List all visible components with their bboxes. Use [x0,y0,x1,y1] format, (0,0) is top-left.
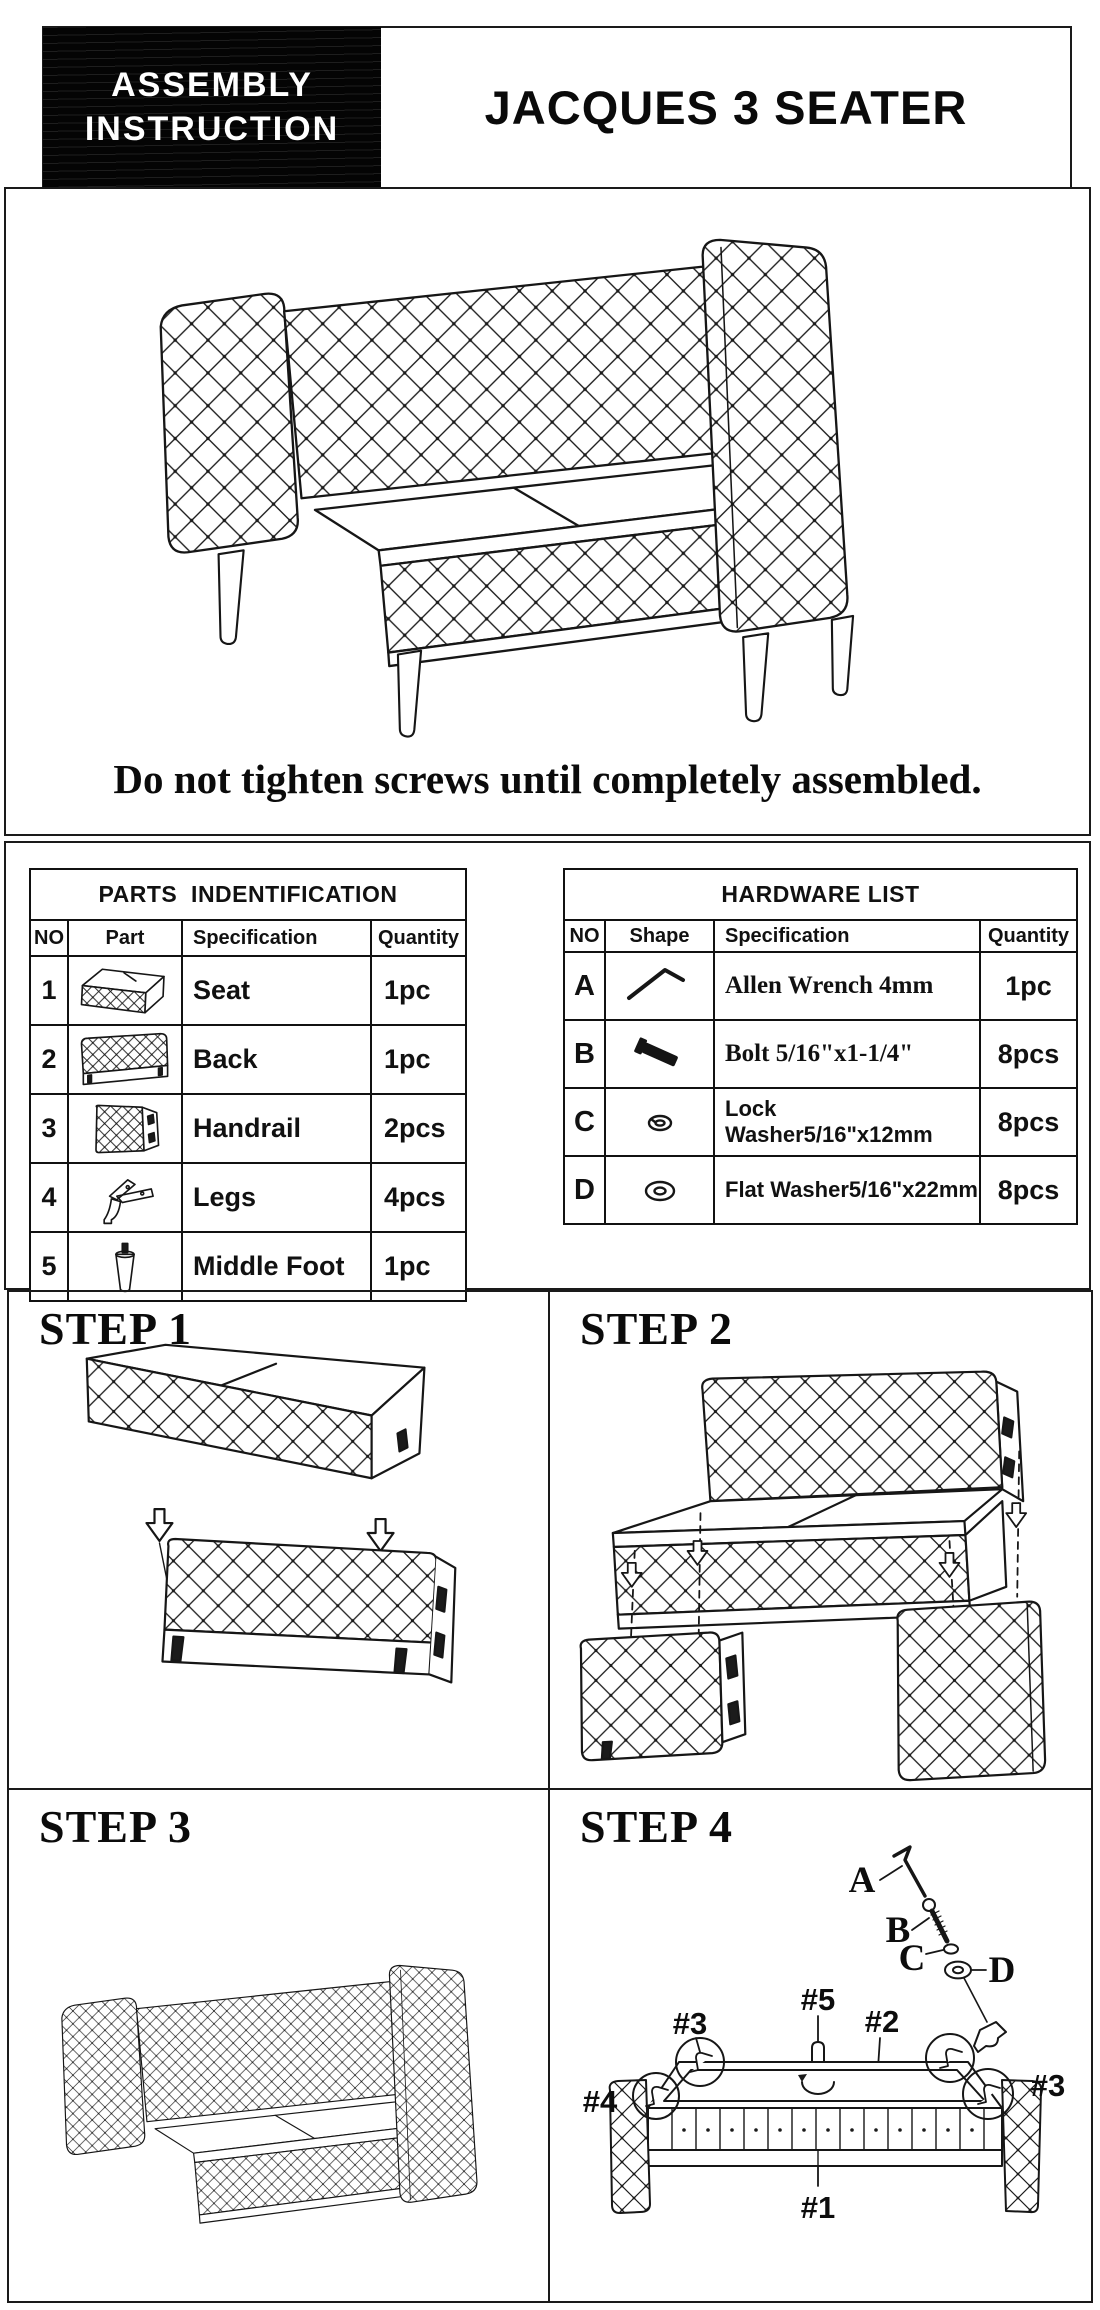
part-no: 3 [31,1095,69,1162]
step-panel-4 [550,1790,1091,2301]
hardware-spec: Bolt 5/16"x1-1/4" [715,1021,981,1087]
part-no: 5 [31,1233,69,1300]
badge-line-1: ASSEMBLY [111,66,313,105]
sofa-right-arm [703,240,848,632]
part-qty: 4pcs [384,1182,446,1212]
sofa-back [284,267,726,499]
right-armrest-part [897,1602,1045,1780]
part-spec: Legs [183,1164,372,1231]
part-row-handrail [31,1095,465,1164]
step-panel-2 [550,1292,1091,1790]
steps-grid [7,1290,1093,2303]
hardware-qty: 8pcs [997,1174,1060,1205]
header [42,26,1072,189]
tables-panel [4,841,1091,1290]
hardware-no: B [565,1021,606,1087]
part-qty: 1pc [384,1251,431,1281]
sofa-left-arm [161,294,298,553]
hardware-spec: Flat Washer5/16"x22mm [715,1157,981,1223]
part-qty: 1pc [384,975,431,1005]
column-header-shape: Shape [606,921,715,951]
hardware-row-flat-washer [565,1157,1076,1223]
sofa-leg [219,550,244,644]
lock-washer-icon [615,1094,705,1150]
part-row-back [31,1026,465,1095]
parts-table-title: PARTS INDENTIFICATION [31,870,465,921]
part-row-legs [31,1164,465,1233]
callout-a: A [848,1860,876,1901]
part-spec: Middle Foot [183,1233,372,1300]
part-spec: Back [183,1026,372,1093]
callout-hash-5: #5 [800,1982,836,2017]
flat-washer-icon [945,1962,971,1979]
part-no: 2 [31,1026,69,1093]
callout-hash-2: #2 [864,2004,900,2039]
parts-table-header-row [31,921,465,957]
hardware-row-allen-wrench [565,953,1076,1021]
assembly-instruction-badge [43,27,381,188]
hardware-row-bolt [565,1021,1076,1089]
column-header-quantity: Quantity [377,926,460,949]
product-title: JACQUES 3 SEATER [484,81,968,134]
allen-wrench-icon [615,958,705,1014]
hardware-list-table [563,868,1078,1225]
part-qty: 1pc [384,1044,431,1074]
hardware-qty: 1pc [1005,970,1052,1001]
sofa-right-arm [389,1966,477,2203]
callout-b: B [885,1910,911,1951]
sofa-back [136,1982,403,2122]
part-qty: 2pcs [384,1113,446,1143]
hardware-qty: 8pcs [997,1038,1060,1069]
bolt-icon [615,1026,705,1082]
part-no: 4 [31,1164,69,1231]
warning-text: Do not tighten screws until completely assembled. [113,756,982,802]
step-4-illustration [550,1790,1091,2301]
hardware-table-header-row [565,921,1076,953]
seat-part [87,1345,425,1478]
column-header-no: NO [565,921,606,951]
hardware-table-title: HARDWARE LIST [565,870,1076,921]
step-1-illustration [9,1292,548,1788]
sofa-leg [398,651,421,737]
step-3-illustration [9,1790,548,2301]
callout-hash-3-right: #3 [1030,2068,1066,2103]
callout-c: C [898,1938,926,1979]
allen-wrench-icon [894,1847,925,1896]
callout-d: D [988,1950,1016,1991]
part-spec: Handrail [183,1095,372,1162]
column-header-specification: Specification [183,921,372,955]
sofa-leg [743,633,768,721]
callout-hash-1: #1 [800,2190,836,2225]
step-panel-1 [9,1292,550,1790]
badge-line-2: INSTRUCTION [84,109,340,148]
seat-part-icon [74,962,176,1020]
column-header-part: Part [69,921,183,955]
hardware-qty: 8pcs [997,1106,1060,1137]
hardware-spec: Allen Wrench 4mm [715,953,981,1019]
flat-washer-icon [615,1162,705,1218]
hardware-no: A [565,953,606,1019]
middle-foot-part-icon [74,1238,176,1296]
step-2-illustration [550,1292,1091,1788]
sofa-body [613,1372,1023,1629]
part-no: 1 [31,957,69,1024]
part-row-seat [31,957,465,1026]
callout-hash-4: #4 [582,2084,618,2119]
step-2-title: STEP 2 [580,1303,734,1354]
handrail-part-icon [74,1100,176,1158]
step-4-title: STEP 4 [580,1801,734,1852]
legs-part-icon [74,1169,176,1227]
parts-identification-table [29,868,467,1302]
column-header-specification: Specification [715,921,981,951]
hero-panel [4,187,1091,836]
hardware-no: D [565,1157,606,1223]
leg-part [974,2022,1006,2052]
hardware-spec: Lock Washer5/16"x12mm [715,1089,981,1155]
callout-hash-3-left: #3 [672,2006,708,2041]
sofa-illustration [126,209,936,749]
lock-washer-icon [944,1944,958,1953]
left-armrest-part [581,1633,746,1761]
step-3-title: STEP 3 [39,1801,193,1852]
column-header-quantity: Quantity [987,924,1070,947]
hardware-row-lock-washer [565,1089,1076,1157]
sofa-leg [832,616,853,695]
column-header-no: NO [31,921,69,955]
step-1-title: STEP 1 [39,1303,193,1354]
hardware-no: C [565,1089,606,1155]
sofa-left-arm [62,1998,145,2154]
back-part-icon [74,1031,176,1089]
step-panel-3 [9,1790,550,2301]
part-spec: Seat [183,957,372,1024]
back-part [162,1539,455,1682]
